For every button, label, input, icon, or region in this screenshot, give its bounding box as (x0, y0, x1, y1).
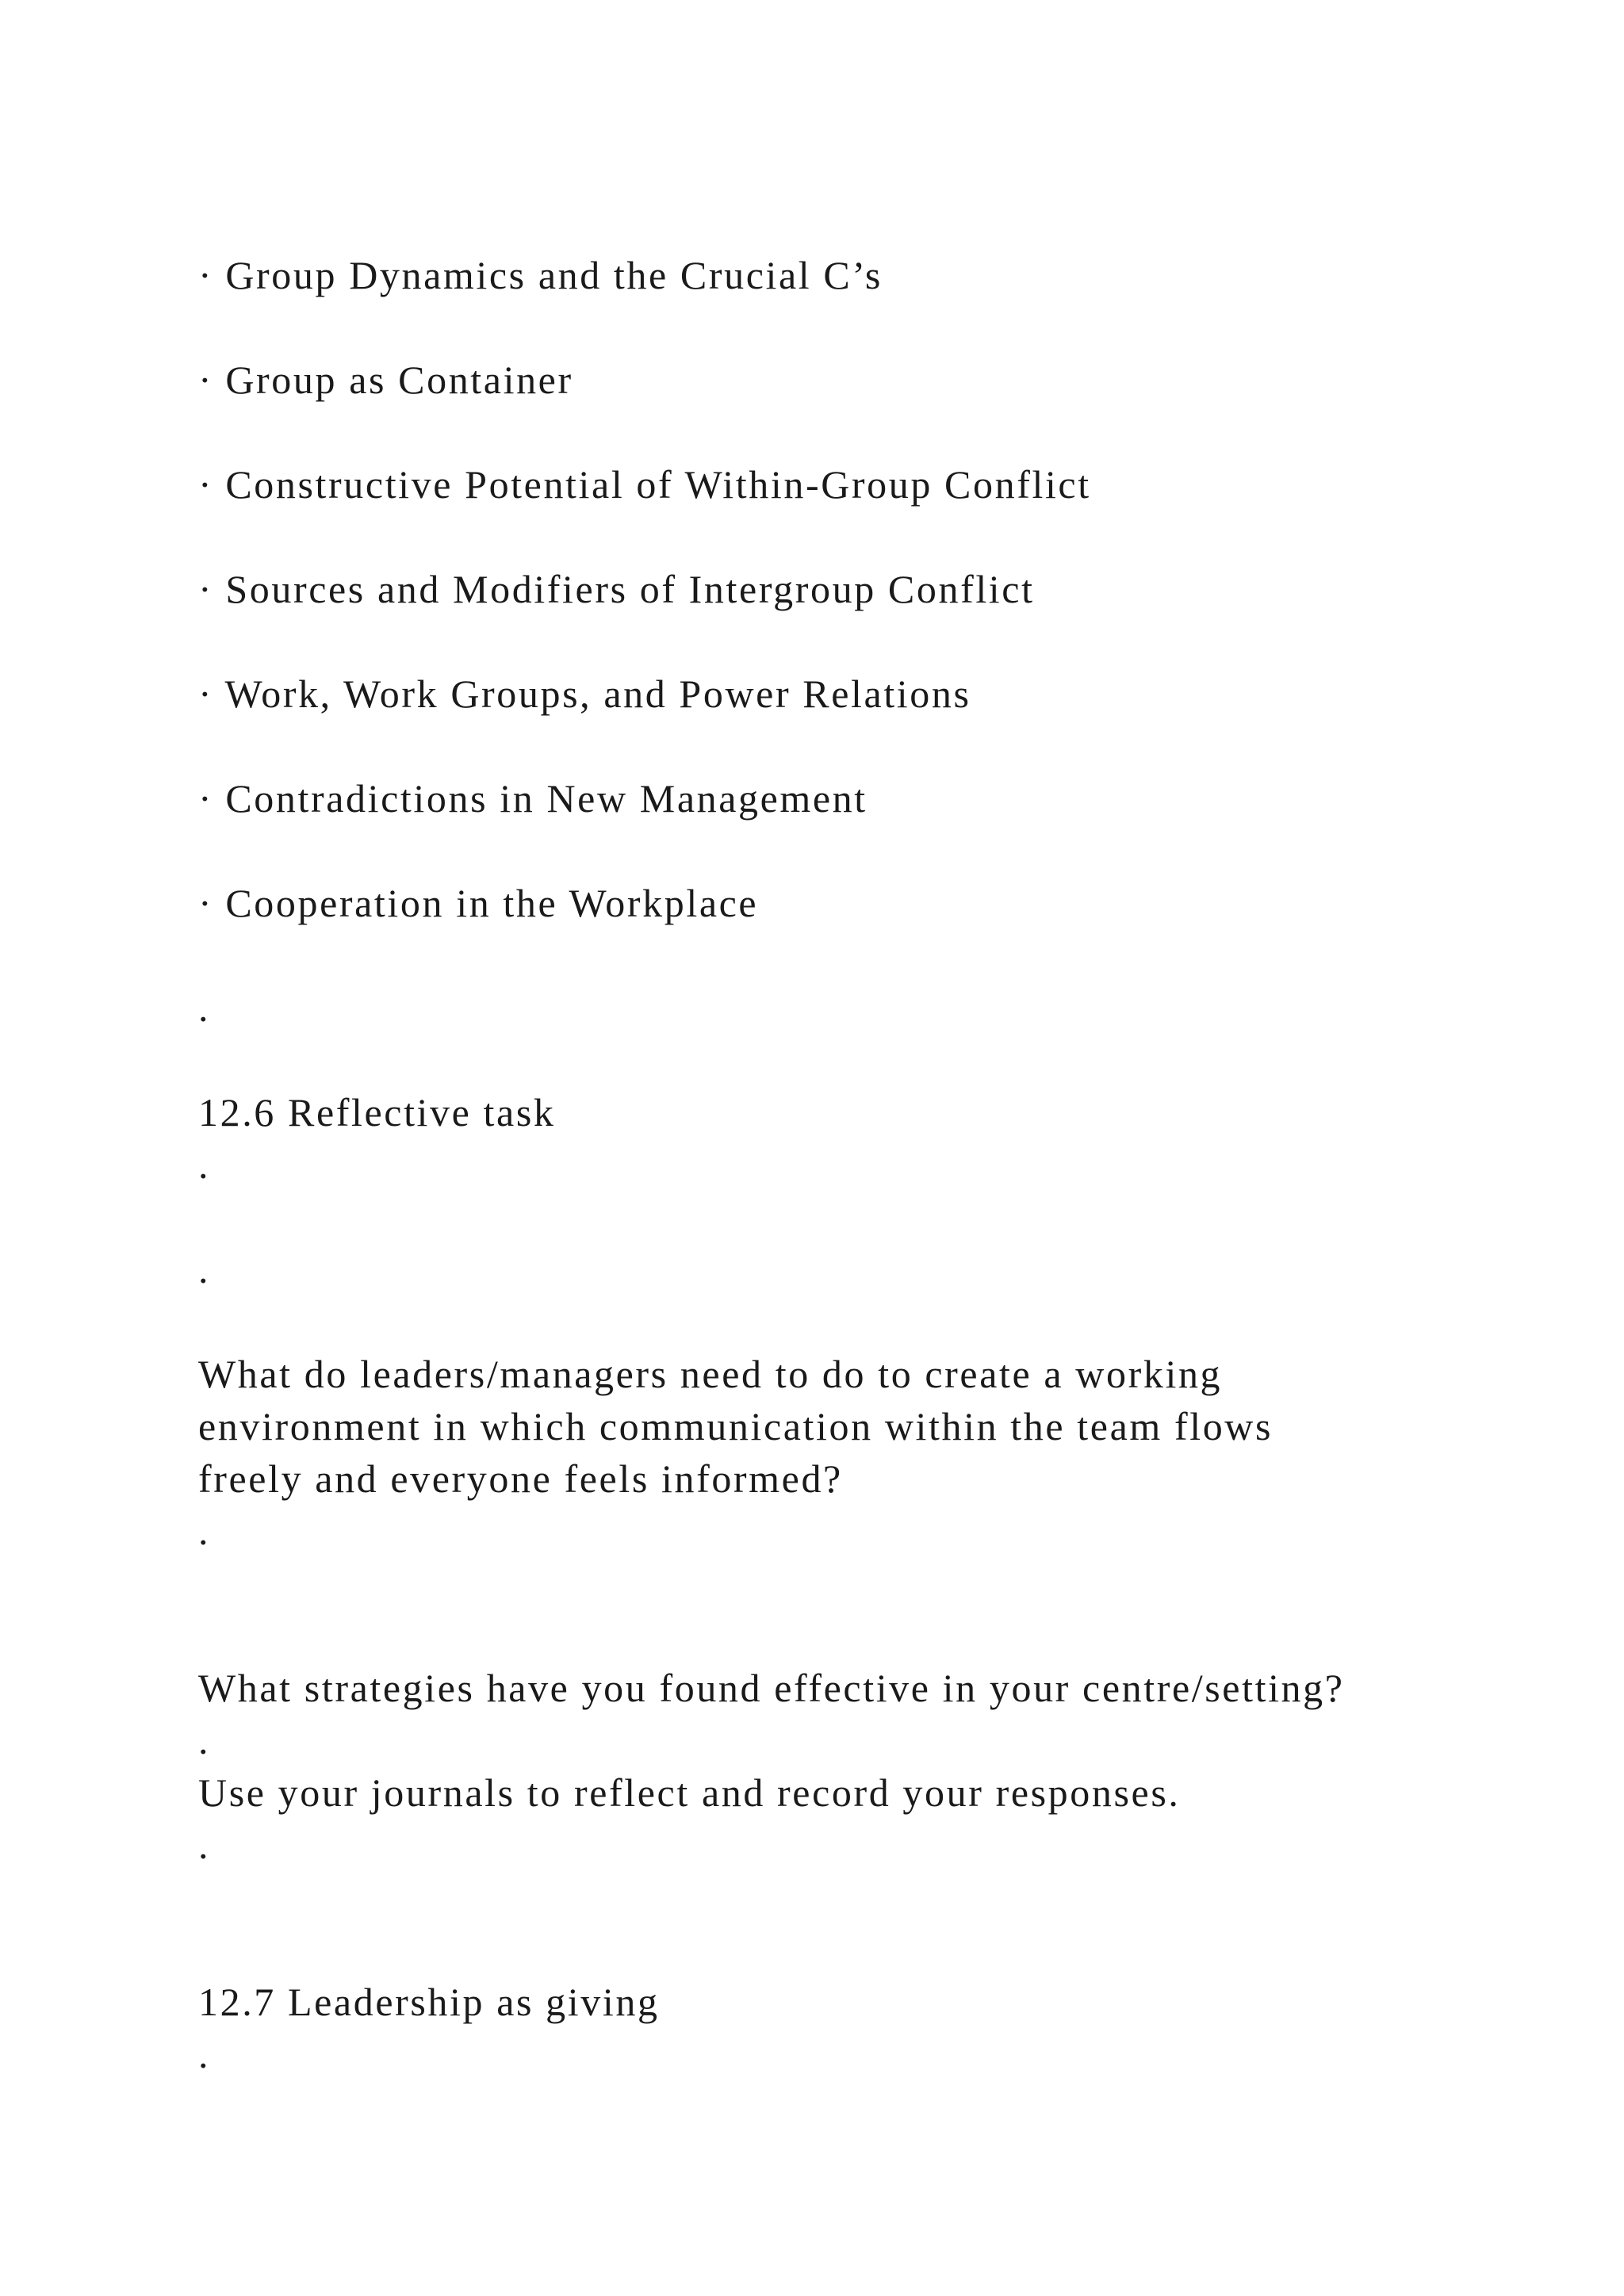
separator-dot: . (198, 1718, 209, 1762)
strategies-question: What strategies have you found effective in your centre/setting? (198, 1666, 1345, 1710)
bullet-item: · Cooperation in the Workplace (198, 881, 759, 925)
section-heading-12-6: 12.6 Reflective task (198, 1090, 556, 1135)
separator-dot: . (198, 1142, 209, 1187)
reflective-question-line: freely and everyone feels informed? (198, 1456, 843, 1501)
bullet-item: · Contradictions in New Management (198, 776, 868, 821)
bullet-item: · Work, Work Groups, and Power Relations (198, 672, 971, 716)
journal-instruction: Use your journals to reflect and record your responses. (198, 1770, 1181, 1815)
separator-dot: . (198, 1509, 209, 1553)
separator-dot: . (198, 1247, 209, 1292)
separator-dot: . (198, 2032, 209, 2076)
bullet-item: · Constructive Potential of Within-Group Conflict (198, 462, 1091, 507)
bullet-item: · Sources and Modifiers of Intergroup Conflict (198, 567, 1035, 611)
separator-dot: . (198, 985, 209, 1030)
separator-dot: . (198, 1823, 209, 1867)
section-heading-12-7: 12.7 Leadership as giving (198, 1980, 660, 2024)
bullet-item: · Group Dynamics and the Crucial C’s (198, 253, 883, 297)
reflective-question-line: What do leaders/managers need to do to create a working (198, 1352, 1223, 1396)
bullet-item: · Group as Container (198, 358, 573, 402)
reflective-question-line: environment in which communication within the team flows (198, 1404, 1274, 1448)
